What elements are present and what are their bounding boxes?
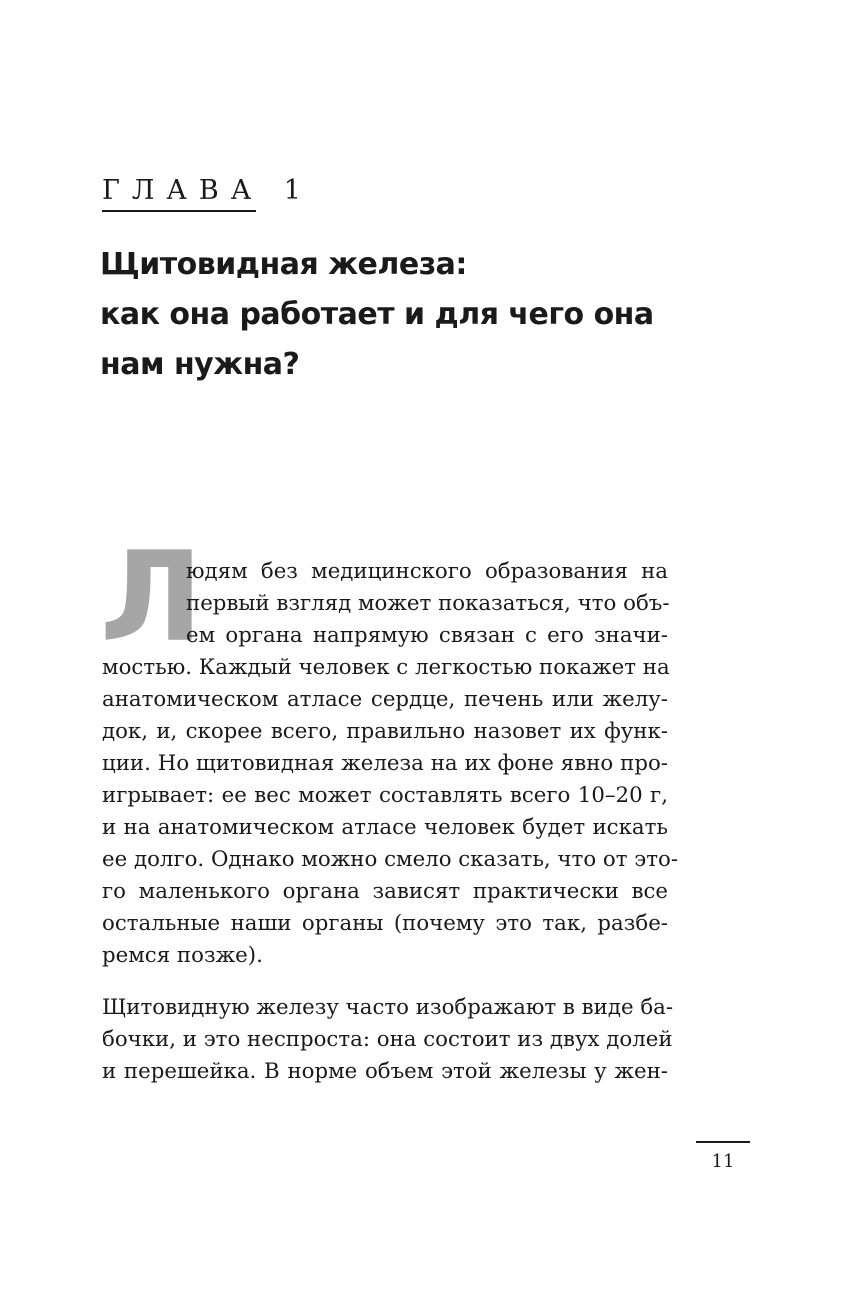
text-line: остальные наши органы (почему это так, разбе- (102, 911, 668, 936)
text-line: первый взгляд может показаться, что объ- (186, 591, 670, 616)
chapter-title-line: как она работает и для чего она (100, 297, 654, 332)
text-line: и на анатомическом атласе человек будет искать (102, 815, 668, 840)
drop-cap: Л (100, 526, 203, 670)
text-line: ремся позже). (102, 943, 263, 968)
paragraph-1 (102, 556, 679, 972)
text-line: го маленького органа зависят практически все (102, 879, 668, 904)
chapter-title-line: Щитовидная железа: (100, 247, 467, 282)
text-line: док, и, скорее всего, правильно назовет их функ- (102, 719, 668, 744)
text-line: юдям без медицинского образования на (186, 559, 668, 584)
text-line: Щитовидную железу часто изображают в виде ба- (102, 995, 674, 1020)
chapter-title (100, 240, 700, 390)
text-line: анатомическом атласе сердце, печень или желу- (102, 687, 668, 712)
chapter-label-underline (102, 210, 256, 212)
text-line: ем органа напрямую связан с его значи- (186, 623, 668, 648)
text-line: игрывает: ее вес может составлять всего 10–20 г, (102, 783, 668, 808)
text-line: ее долго. Однако можно смело сказать, что от это- (102, 847, 679, 872)
text-line: бочки, и это неспроста: она состоит из двух долей (102, 1027, 673, 1052)
chapter-label: ГЛАВА 1 (102, 175, 313, 206)
text-line: и перешейка. В норме объем этой железы у жен- (102, 1059, 668, 1084)
paragraph-2 (102, 992, 674, 1088)
chapter-title-line: нам нужна? (100, 347, 300, 382)
page-number-rule (696, 1141, 750, 1143)
text-line: мостью. Каждый человек с легкостью покажет на (102, 655, 670, 680)
page-number: 11 (711, 1151, 735, 1172)
text-line: ции. Но щитовидная железа на их фоне явно про- (102, 751, 668, 776)
